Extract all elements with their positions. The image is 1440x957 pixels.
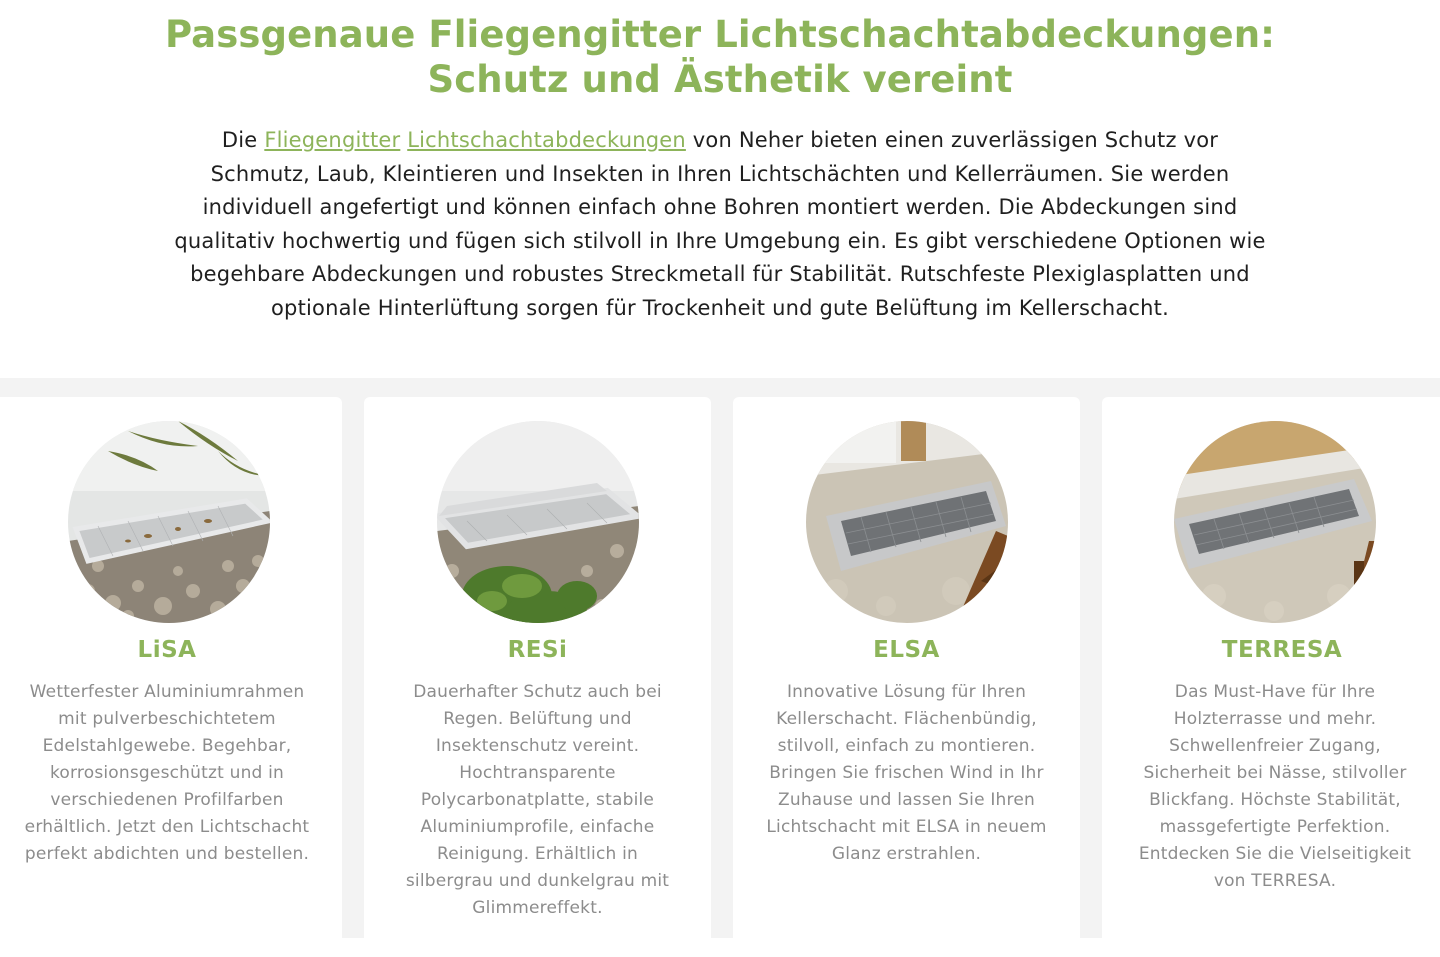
product-title-lisa[interactable]: LiSA [137,637,197,663]
product-title-terresa[interactable]: TERRESA [1221,637,1343,663]
page-title-line-1: Passgenaue Fliegengitter Lichtschachtabdeckungen: [164,13,1276,56]
product-image-resi[interactable] [437,421,639,623]
intro-paragraph [170,124,1270,326]
product-description-terresa: Das Must-Have für Ihre Holzterrasse und mehr. Schwellenfreier Zugang, Sicherheit bei Nässe, stilvoller Blickfang. Höchste Stabilität, massgefertigte Perfektion. Entdecken Sie die Vielseitigkeit von TERRESA. [1138,682,1412,891]
link-lichtschachtabdeckungen[interactable]: Lichtschachtabdeckungen [407,128,686,152]
intro-section [0,0,1440,378]
product-title-resi[interactable]: RESi [507,637,568,663]
page-title-line-2: Schutz und Ästhetik vereint [427,58,1013,101]
product-image-terresa[interactable] [1174,421,1376,623]
intro-prefix: Die [221,128,265,152]
product-cards-section [0,378,1440,938]
product-image-lisa[interactable] [68,421,270,623]
product-card-terresa[interactable] [1102,397,1440,957]
intro-text: von Neher bieten einen zuverlässigen Schutz vor Schmutz, Laub, Kleintieren und Insekten in Ihren Lichtschächten und Kellerräumen. Sie werden individuell angefertigt und können einfach ohne Bohren montiert werden. Die Abdeckungen sind qualitativ hochwertig und fügen sich stilvoll in Ihre Umgebung ein. Es gibt verschiedene Optionen wie begehbare Abdeckungen und robustes Streckmetall für Stabilität. Rutschfeste Plexiglasplatten und optionale Hinterlüftung sorgen für Trockenheit und gute Belüftung im Kellerschacht. [174,128,1266,320]
product-description-resi: Dauerhafter Schutz auch bei Regen. Belüftung und Insektenschutz vereint. Hochtransparente Polycarbonatplatte, stabile Aluminiumprofile, einfache Reinigung. Erhältlich in silbergrau und dunkelgrau mit Glimmereffekt. [405,682,670,918]
product-image-elsa[interactable] [806,421,1008,623]
product-description-elsa: Innovative Lösung für Ihren Kellerschacht. Flächenbündig, stilvoll, einfach zu montieren. Bringen Sie frischen Wind in Ihr Zuhause und lassen Sie Ihren Lichtschacht mit ELSA in neuem Glanz erstrahlen. [766,682,1047,864]
product-card-resi[interactable] [364,397,711,957]
product-description-lisa: Wetterfester Aluminiumrahmen mit pulverbeschichtetem Edelstahlgewebe. Begehbar, korrosionsgeschützt und in verschiedenen Profilfarben erhältlich. Jetzt den Lichtschacht perfekt abdichten und bestellen. [24,682,310,864]
product-card-elsa[interactable] [733,397,1080,957]
product-title-elsa[interactable]: ELSA [873,637,940,663]
page-title [0,12,1440,102]
product-card-lisa[interactable] [0,397,342,957]
link-fliegengitter[interactable]: Fliegengitter [264,128,401,152]
